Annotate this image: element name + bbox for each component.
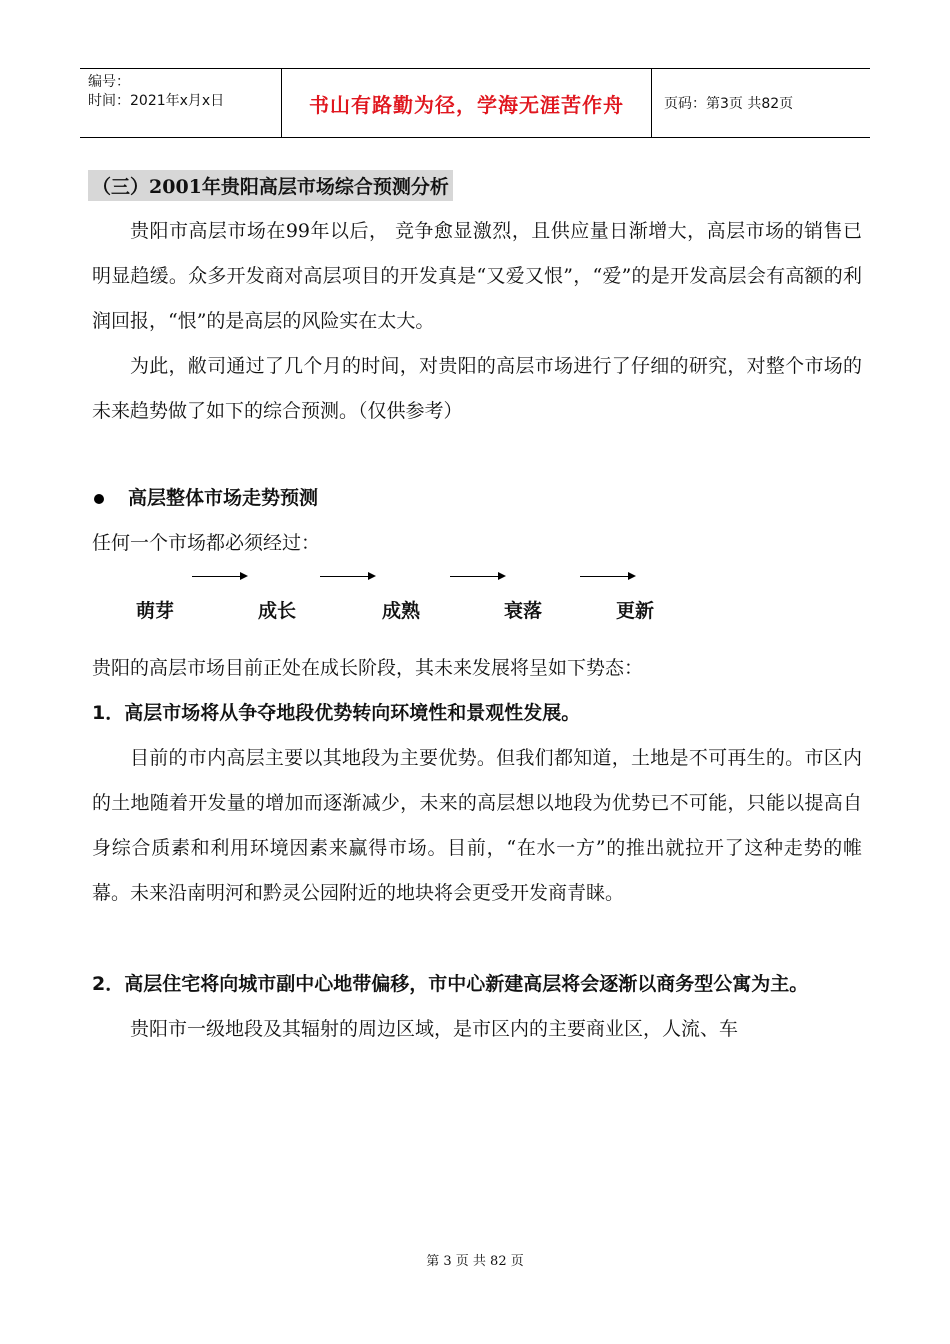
header-motto: 书山有路勤为径，学海无涯苦作舟 <box>282 69 652 137</box>
bullet-dot-icon <box>94 494 104 504</box>
stage-label: 更新 <box>616 600 655 622</box>
arrow-icon <box>450 576 504 577</box>
arrow-icon <box>320 576 374 577</box>
item1-heading: 1．高层市场将从争夺地段优势转向环境性和景观性发展。 <box>92 702 581 724</box>
document-header <box>80 68 870 138</box>
document-body <box>92 170 862 1052</box>
stage-label: 成长 <box>258 600 297 622</box>
item2-body: 贵阳市一级地段及其辐射的周边区域，是市区内的主要商业区，人流、车 <box>130 1018 739 1040</box>
page-footer: 第 3 页 共 82 页 <box>426 1254 524 1269</box>
market-intro: 任何一个市场都必须经过： <box>92 532 321 554</box>
section-title: （三）2001年贵阳高层市场综合预测分析 <box>88 170 453 201</box>
arrow-icon <box>580 576 634 577</box>
stage-label: 衰落 <box>504 600 543 622</box>
number-label: 编号： <box>88 74 130 90</box>
item2-heading: 2．高层住宅将向城市副中心地带偏移，市中心新建高层将会逐渐以商务型公寓为主。 <box>92 973 809 995</box>
arrow-icon <box>192 576 246 577</box>
bullet-heading-text: 高层整体市场走势预测 <box>128 487 319 509</box>
bullet-heading <box>92 476 862 521</box>
header-page-info: 页码：第3页 共82页 <box>664 96 794 112</box>
intro-paragraph-2: 为此，敝司通过了几个月的时间，对贵阳的高层市场进行了仔细的研究，对整个市场的未来趋势做了如下的综合预测。（仅供参考） <box>92 355 862 422</box>
time-label: 时间：2021年x月x日 <box>88 93 225 109</box>
stage-label: 萌芽 <box>136 600 175 622</box>
current-stage-text: 贵阳的高层市场目前正处在成长阶段，其未来发展将呈如下势态： <box>92 657 644 679</box>
item1-body: 目前的市内高层主要以其地段为主要优势。但我们都知道，土地是不可再生的。市区内的土地随着开发量的增加而逐渐减少，未来的高层想以地段为优势已不可能，只能以提高自身综合质素和利用环境因素来赢得市场。目前，“在水一方”的推出就拉开了这种走势的帷幕。未来沿南明河和黔灵公园附近的地块将会更受开发商青睐。 <box>92 747 862 904</box>
header-meta <box>80 69 282 137</box>
stage-flow <box>92 566 862 646</box>
stage-label: 成熟 <box>382 600 421 622</box>
intro-paragraph-1: 贵阳市高层市场在99年以后， 竞争愈显激烈，且供应量日渐增大，高层市场的销售已明显趋缓。众多开发商对高层项目的开发真是“又爱又恨”，“爱”的是开发高层会有高额的利润回报，“恨”的是高层的风险实在太大。 <box>92 220 862 332</box>
